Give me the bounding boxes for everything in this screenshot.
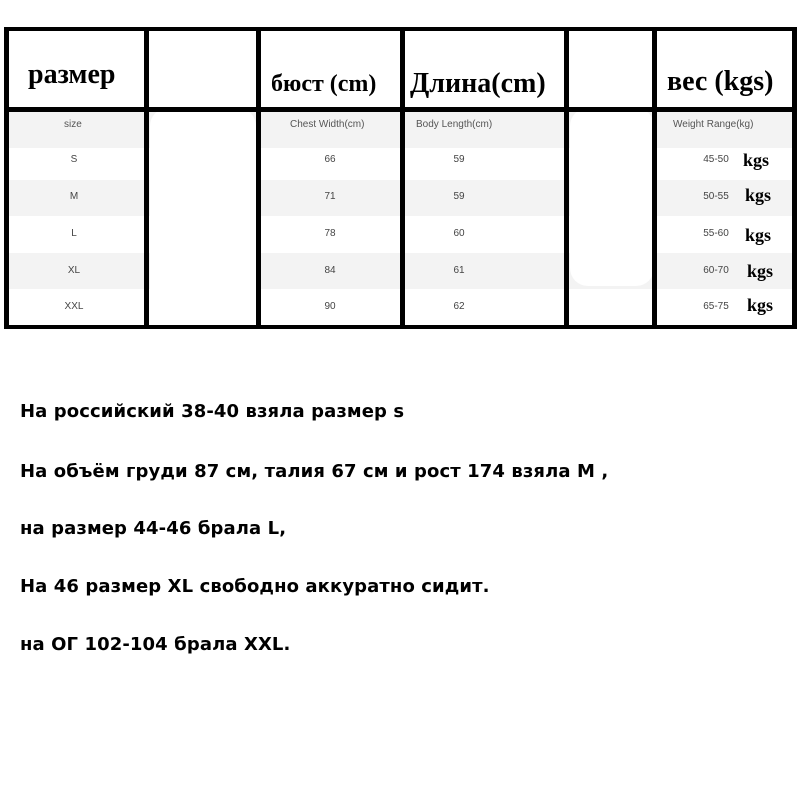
table-column-divider bbox=[652, 27, 657, 329]
cell-length: 62 bbox=[453, 301, 465, 312]
fit-note: на размер 44-46 брала L, bbox=[20, 518, 287, 539]
table-column-divider bbox=[400, 27, 405, 329]
cell-weight: 60-70 bbox=[703, 265, 729, 276]
table-column-divider bbox=[144, 27, 149, 329]
cell-length: 59 bbox=[453, 154, 465, 165]
cell-chest: 66 bbox=[324, 154, 336, 165]
cell-weight: 55-60 bbox=[703, 228, 729, 239]
cell-weight: 45-50 bbox=[703, 154, 729, 165]
table-border-right bbox=[792, 27, 797, 329]
cell-length: 61 bbox=[453, 265, 465, 276]
cell-size: XXL bbox=[64, 301, 84, 312]
cell-chest: 71 bbox=[324, 191, 336, 202]
subheader-size: size bbox=[64, 119, 82, 130]
cell-size: M bbox=[69, 191, 79, 202]
cell-unit: kgs bbox=[747, 261, 774, 281]
subheader-body: Body Length(cm) bbox=[416, 119, 493, 130]
subheader-chest: Chest Width(cm) bbox=[290, 119, 365, 130]
cell-chest: 90 bbox=[324, 301, 336, 312]
cell-size: S bbox=[70, 154, 78, 165]
cell-weight: 65-75 bbox=[703, 301, 729, 312]
header-size: размер bbox=[28, 59, 116, 90]
header-weight: вес (kgs) bbox=[667, 66, 774, 97]
fit-note: На 46 размер XL свободно аккуратно сидит. bbox=[20, 576, 490, 597]
table-column-divider bbox=[256, 27, 261, 329]
table-border-left bbox=[4, 27, 9, 329]
cell-unit: kgs bbox=[747, 295, 774, 315]
header-bust: бюст (cm) bbox=[271, 71, 377, 97]
cell-unit: kgs bbox=[745, 225, 772, 245]
cell-length: 60 bbox=[453, 228, 465, 239]
header-length: Длина(cm) bbox=[410, 68, 546, 99]
cell-unit: kgs bbox=[743, 150, 770, 170]
cell-chest: 84 bbox=[324, 265, 336, 276]
cell-size: XL bbox=[67, 265, 81, 276]
fit-note: на ОГ 102-104 брала XXL. bbox=[20, 634, 291, 655]
table-column-divider bbox=[564, 27, 569, 329]
fit-note: На объём груди 87 см, талия 67 см и рост 174 взяла М , bbox=[20, 461, 609, 482]
subheader-weight: Weight Range(kg) bbox=[673, 119, 754, 130]
cell-chest: 78 bbox=[324, 228, 336, 239]
cell-size: L bbox=[71, 228, 77, 239]
cell-unit: kgs bbox=[745, 185, 772, 205]
cell-weight: 50-55 bbox=[703, 191, 729, 202]
cell-length: 59 bbox=[453, 191, 465, 202]
fit-note: На российский 38-40 взяла размер s bbox=[20, 401, 405, 422]
